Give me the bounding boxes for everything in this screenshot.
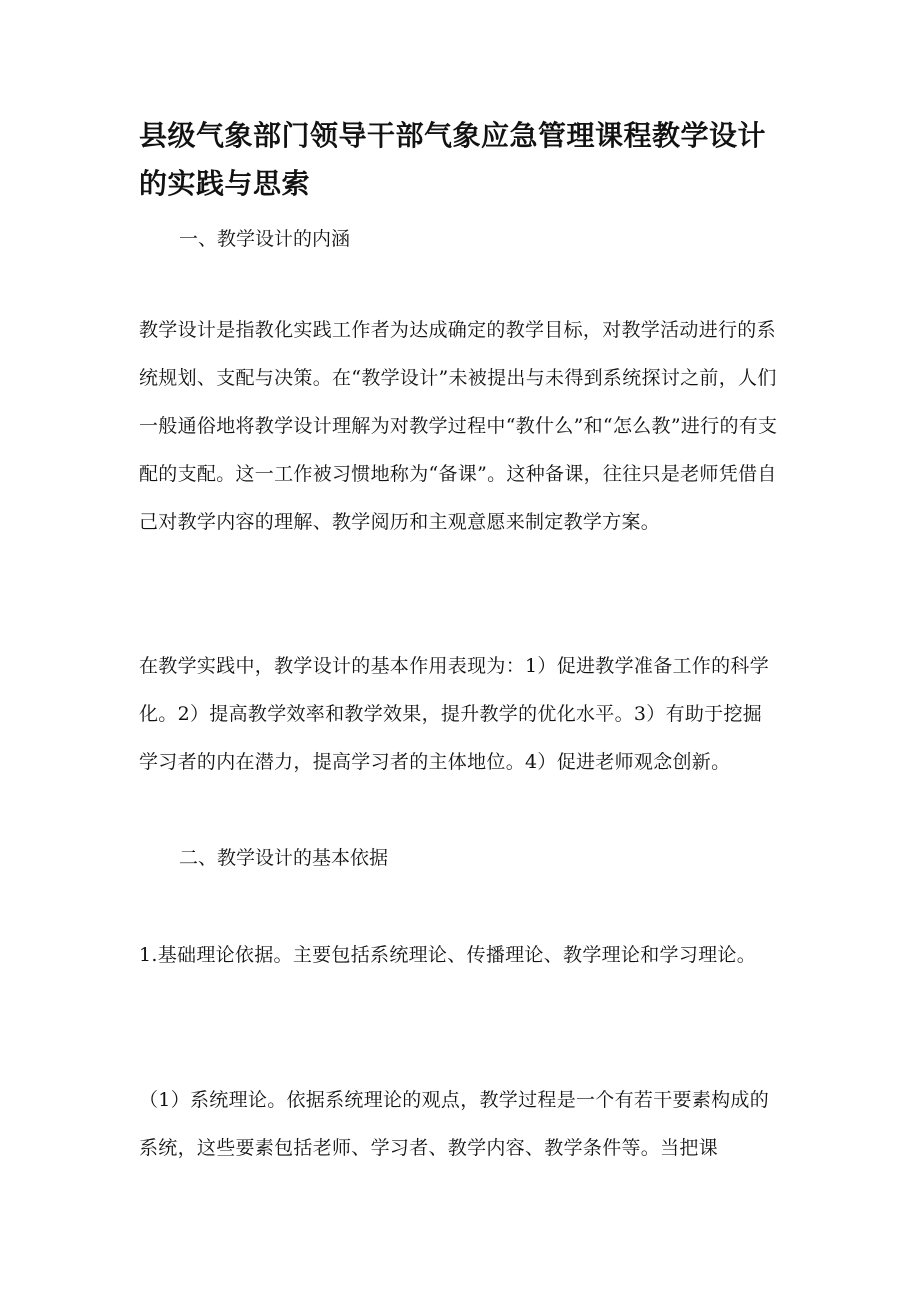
section-heading-1: 一、教学设计的内涵 bbox=[179, 228, 351, 250]
paragraph-basic-theory: 1.基础理论依据。主要包括系统理论、传播理论、教学理论和学习理论。 bbox=[139, 944, 757, 966]
section-heading-2: 二、教学设计的基本依据 bbox=[179, 847, 389, 869]
paragraph-definition: 教学设计是指教化实践工作者为达成确定的教学目标，对教学活动进行的系统规划、支配与决策。在“教学设计”未被提出与未得到系统探讨之前，人们一般通俗地将教学设计理解为对教学过程中“教什么”和“怎么教”进行的有支配的支配。这一工作被习惯地称为“备课”。这种备课，往往只是老师凭借自己对教学内容的理解、教学阅历和主观意愿来制定教学方案。 bbox=[139, 319, 778, 533]
paragraph-functions: 在教学实践中，教学设计的基本作用表现为：1）促进教学准备工作的科学化。2）提高教学效率和教学效果，提升教学的优化水平。3）有助于挖掘学习者的内在潜力，提高学习者的主体地位。4）促进老师观念创新。 bbox=[139, 655, 769, 773]
paragraph-system-theory: （1）系统理论。依据系统理论的观点，教学过程是一个有若干要素构成的系统，这些要素包括老师、学习者、教学内容、教学条件等。当把课 bbox=[139, 1089, 769, 1159]
document-title: 县级气象部门领导干部气象应急管理课程教学设计的实践与思索 bbox=[139, 119, 767, 200]
